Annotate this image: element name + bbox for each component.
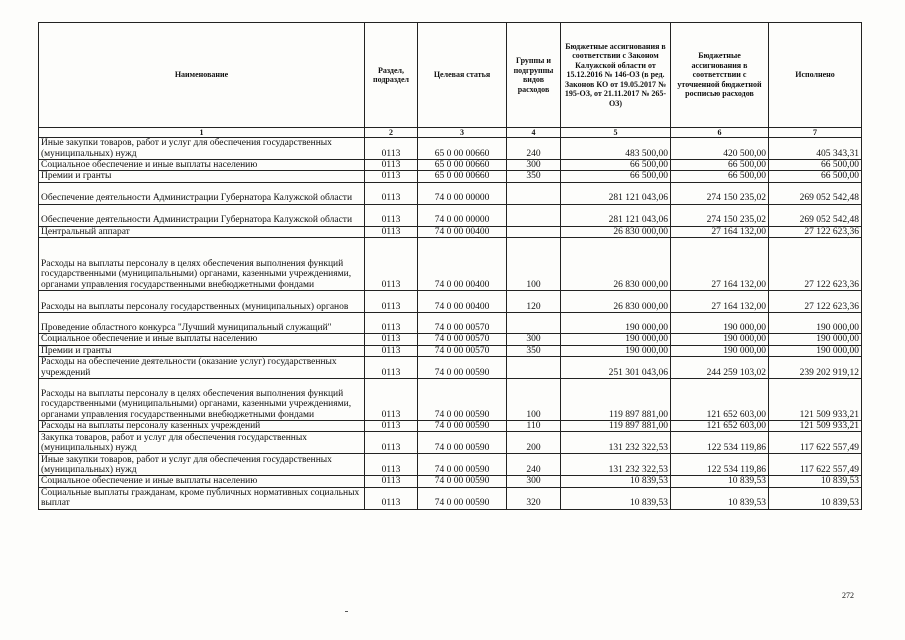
table-row	[39, 238, 862, 291]
cell-group: 350	[507, 171, 561, 182]
cell-law-allocation: 26 830 000,00	[561, 291, 671, 313]
cell-refined-allocation: 27 164 132,00	[671, 291, 769, 313]
cell-target: 74 0 00 00590	[418, 454, 507, 476]
cell-name: Расходы на выплаты персоналу в целях обеспечения выполнения функций государственными (муниципальными) органами, казенными учреждениями, органами управления государственными внебюджетными фондами	[39, 238, 365, 291]
cell-refined-allocation: 274 150 235,02	[671, 182, 769, 204]
cell-executed: 190 000,00	[769, 345, 862, 356]
cell-executed: 269 052 542,48	[769, 204, 862, 226]
table-body	[39, 138, 862, 510]
budget-table	[38, 22, 862, 510]
header-refined-allocations: Бюджетные ассигнования в соответствии с уточненной бюджетной росписью расходов	[671, 23, 769, 128]
table-header	[39, 23, 862, 138]
cell-name: Социальные выплаты гражданам, кроме публичных нормативных социальных выплат	[39, 487, 365, 509]
cell-executed: 66 500,00	[769, 160, 862, 171]
cell-name: Социальное обеспечение и иные выплаты населению	[39, 160, 365, 171]
cell-executed: 239 202 919,12	[769, 357, 862, 379]
cell-name: Расходы на выплаты персоналу государственных (муниципальных) органов	[39, 291, 365, 313]
header-law-allocations: Бюджетные ассигнования в соответствии с Законом Калужской области от 15.12.2016 № 146-ОЗ (в ред. Законов КО от 19.05.2017 № 195-ОЗ, от 21.11.2017 № 265-ОЗ)	[561, 23, 671, 128]
cell-group: 110	[507, 421, 561, 432]
cell-name: Расходы на выплаты персоналу казенных учреждений	[39, 421, 365, 432]
cell-name: Центральный аппарат	[39, 226, 365, 237]
cell-executed: 10 839,53	[769, 487, 862, 509]
cell-law-allocation: 66 500,00	[561, 171, 671, 182]
cell-section: 0113	[365, 313, 418, 334]
cell-name: Закупка товаров, работ и услуг для обеспечения государственных (муниципальных) нужд	[39, 432, 365, 454]
cell-section: 0113	[365, 476, 418, 487]
table-row	[39, 291, 862, 313]
column-number: 6	[671, 128, 769, 138]
cell-name: Премии и гранты	[39, 171, 365, 182]
cell-refined-allocation: 122 534 119,86	[671, 432, 769, 454]
table-row	[39, 379, 862, 421]
cell-refined-allocation: 10 839,53	[671, 476, 769, 487]
cell-refined-allocation: 122 534 119,86	[671, 454, 769, 476]
table-row	[39, 182, 862, 204]
cell-group: 240	[507, 454, 561, 476]
cell-law-allocation: 190 000,00	[561, 313, 671, 334]
cell-target: 74 0 00 00590	[418, 379, 507, 421]
cell-law-allocation: 119 897 881,00	[561, 421, 671, 432]
cell-section: 0113	[365, 291, 418, 313]
cell-executed: 190 000,00	[769, 313, 862, 334]
cell-section: 0113	[365, 160, 418, 171]
cell-refined-allocation: 420 500,00	[671, 138, 769, 160]
cell-section: 0113	[365, 454, 418, 476]
column-number: 2	[365, 128, 418, 138]
cell-executed: 190 000,00	[769, 334, 862, 345]
cell-section: 0113	[365, 182, 418, 204]
cell-group: 300	[507, 160, 561, 171]
cell-executed: 405 343,31	[769, 138, 862, 160]
cell-target: 74 0 00 00570	[418, 345, 507, 356]
cell-executed: 27 122 623,36	[769, 226, 862, 237]
header-section: Раздел, подраздел	[365, 23, 418, 128]
cell-executed: 121 509 933,21	[769, 379, 862, 421]
cell-refined-allocation: 27 164 132,00	[671, 226, 769, 237]
cell-group: 240	[507, 138, 561, 160]
table-row	[39, 357, 862, 379]
table-row	[39, 432, 862, 454]
cell-section: 0113	[365, 138, 418, 160]
table-row	[39, 334, 862, 345]
cell-law-allocation: 26 830 000,00	[561, 226, 671, 237]
cell-law-allocation: 66 500,00	[561, 160, 671, 171]
cell-law-allocation: 119 897 881,00	[561, 379, 671, 421]
page-number: 272	[842, 591, 854, 600]
cell-group: 120	[507, 291, 561, 313]
table-row	[39, 313, 862, 334]
cell-target: 65 0 00 00660	[418, 171, 507, 182]
cell-name: Иные закупки товаров, работ и услуг для обеспечения государственных (муниципальных) нужд	[39, 138, 365, 160]
cell-name: Расходы на выплаты персоналу в целях обеспечения выполнения функций государственными (муниципальными) органами, казенными учреждениями, органами управления государственными внебюджетными фондами	[39, 379, 365, 421]
column-number-row	[39, 128, 862, 138]
cell-section: 0113	[365, 238, 418, 291]
cell-group: 100	[507, 379, 561, 421]
header-executed: Исполнено	[769, 23, 862, 128]
cell-group: 300	[507, 334, 561, 345]
cell-executed: 269 052 542,48	[769, 182, 862, 204]
cell-executed: 66 500,00	[769, 171, 862, 182]
cell-target: 65 0 00 00660	[418, 138, 507, 160]
cell-executed: 27 122 623,36	[769, 291, 862, 313]
cell-name: Иные закупки товаров, работ и услуг для обеспечения государственных (муниципальных) нужд	[39, 454, 365, 476]
cell-law-allocation: 281 121 043,06	[561, 204, 671, 226]
cell-section: 0113	[365, 432, 418, 454]
cell-name: Премии и гранты	[39, 345, 365, 356]
cell-law-allocation: 26 830 000,00	[561, 238, 671, 291]
cell-refined-allocation: 27 164 132,00	[671, 238, 769, 291]
cell-name: Проведение областного конкурса "Лучший муниципальный служащий"	[39, 313, 365, 334]
header-target: Целевая статья	[418, 23, 507, 128]
cell-refined-allocation: 190 000,00	[671, 345, 769, 356]
cell-name: Обеспечение деятельности Администрации Губернатора Калужской области	[39, 204, 365, 226]
cell-refined-allocation: 10 839,53	[671, 487, 769, 509]
cell-refined-allocation: 121 652 603,00	[671, 421, 769, 432]
column-number: 1	[39, 128, 365, 138]
table-row	[39, 226, 862, 237]
cell-section: 0113	[365, 487, 418, 509]
cell-law-allocation: 190 000,00	[561, 345, 671, 356]
cell-group: 300	[507, 476, 561, 487]
table-row	[39, 487, 862, 509]
cell-group	[507, 204, 561, 226]
cell-group	[507, 182, 561, 204]
table-row	[39, 138, 862, 160]
column-number: 5	[561, 128, 671, 138]
cell-target: 65 0 00 00660	[418, 160, 507, 171]
cell-section: 0113	[365, 345, 418, 356]
table-row	[39, 160, 862, 171]
cell-section: 0113	[365, 226, 418, 237]
cell-group: 350	[507, 345, 561, 356]
cell-section: 0113	[365, 379, 418, 421]
cell-refined-allocation: 274 150 235,02	[671, 204, 769, 226]
table-row	[39, 454, 862, 476]
column-number: 4	[507, 128, 561, 138]
cell-law-allocation: 251 301 043,06	[561, 357, 671, 379]
scan-artifact	[345, 611, 348, 612]
cell-law-allocation: 190 000,00	[561, 334, 671, 345]
cell-law-allocation: 281 121 043,06	[561, 182, 671, 204]
header-groups: Группы и подгруппы видов расходов	[507, 23, 561, 128]
cell-target: 74 0 00 00590	[418, 357, 507, 379]
cell-refined-allocation: 66 500,00	[671, 160, 769, 171]
table-row	[39, 204, 862, 226]
cell-target: 74 0 00 00400	[418, 238, 507, 291]
column-number: 7	[769, 128, 862, 138]
cell-group: 100	[507, 238, 561, 291]
cell-law-allocation: 10 839,53	[561, 487, 671, 509]
table-row	[39, 345, 862, 356]
cell-executed: 27 122 623,36	[769, 238, 862, 291]
cell-executed: 117 622 557,49	[769, 432, 862, 454]
cell-law-allocation: 483 500,00	[561, 138, 671, 160]
cell-refined-allocation: 190 000,00	[671, 313, 769, 334]
cell-executed: 121 509 933,21	[769, 421, 862, 432]
cell-target: 74 0 00 00590	[418, 421, 507, 432]
cell-target: 74 0 00 00400	[418, 226, 507, 237]
table-row	[39, 476, 862, 487]
header-name: Наименование	[39, 23, 365, 128]
cell-target: 74 0 00 00590	[418, 476, 507, 487]
cell-group: 320	[507, 487, 561, 509]
cell-name: Обеспечение деятельности Администрации Губернатора Калужской области	[39, 182, 365, 204]
cell-target: 74 0 00 00570	[418, 334, 507, 345]
cell-law-allocation: 131 232 322,53	[561, 454, 671, 476]
cell-refined-allocation: 121 652 603,00	[671, 379, 769, 421]
cell-executed: 117 622 557,49	[769, 454, 862, 476]
cell-target: 74 0 00 00000	[418, 182, 507, 204]
cell-section: 0113	[365, 334, 418, 345]
cell-refined-allocation: 244 259 103,02	[671, 357, 769, 379]
cell-group	[507, 226, 561, 237]
cell-refined-allocation: 190 000,00	[671, 334, 769, 345]
table-row	[39, 171, 862, 182]
cell-target: 74 0 00 00570	[418, 313, 507, 334]
cell-name: Расходы на обеспечение деятельности (оказание услуг) государственных учреждений	[39, 357, 365, 379]
cell-section: 0113	[365, 204, 418, 226]
cell-section: 0113	[365, 357, 418, 379]
cell-target: 74 0 00 00590	[418, 432, 507, 454]
cell-section: 0113	[365, 171, 418, 182]
cell-law-allocation: 10 839,53	[561, 476, 671, 487]
cell-target: 74 0 00 00400	[418, 291, 507, 313]
cell-target: 74 0 00 00000	[418, 204, 507, 226]
column-number: 3	[418, 128, 507, 138]
cell-name: Социальное обеспечение и иные выплаты населению	[39, 334, 365, 345]
cell-target: 74 0 00 00590	[418, 487, 507, 509]
cell-section: 0113	[365, 421, 418, 432]
cell-refined-allocation: 66 500,00	[671, 171, 769, 182]
cell-name: Социальное обеспечение и иные выплаты населению	[39, 476, 365, 487]
cell-executed: 10 839,53	[769, 476, 862, 487]
cell-group	[507, 313, 561, 334]
cell-group	[507, 357, 561, 379]
cell-group: 200	[507, 432, 561, 454]
table-row	[39, 421, 862, 432]
cell-law-allocation: 131 232 322,53	[561, 432, 671, 454]
